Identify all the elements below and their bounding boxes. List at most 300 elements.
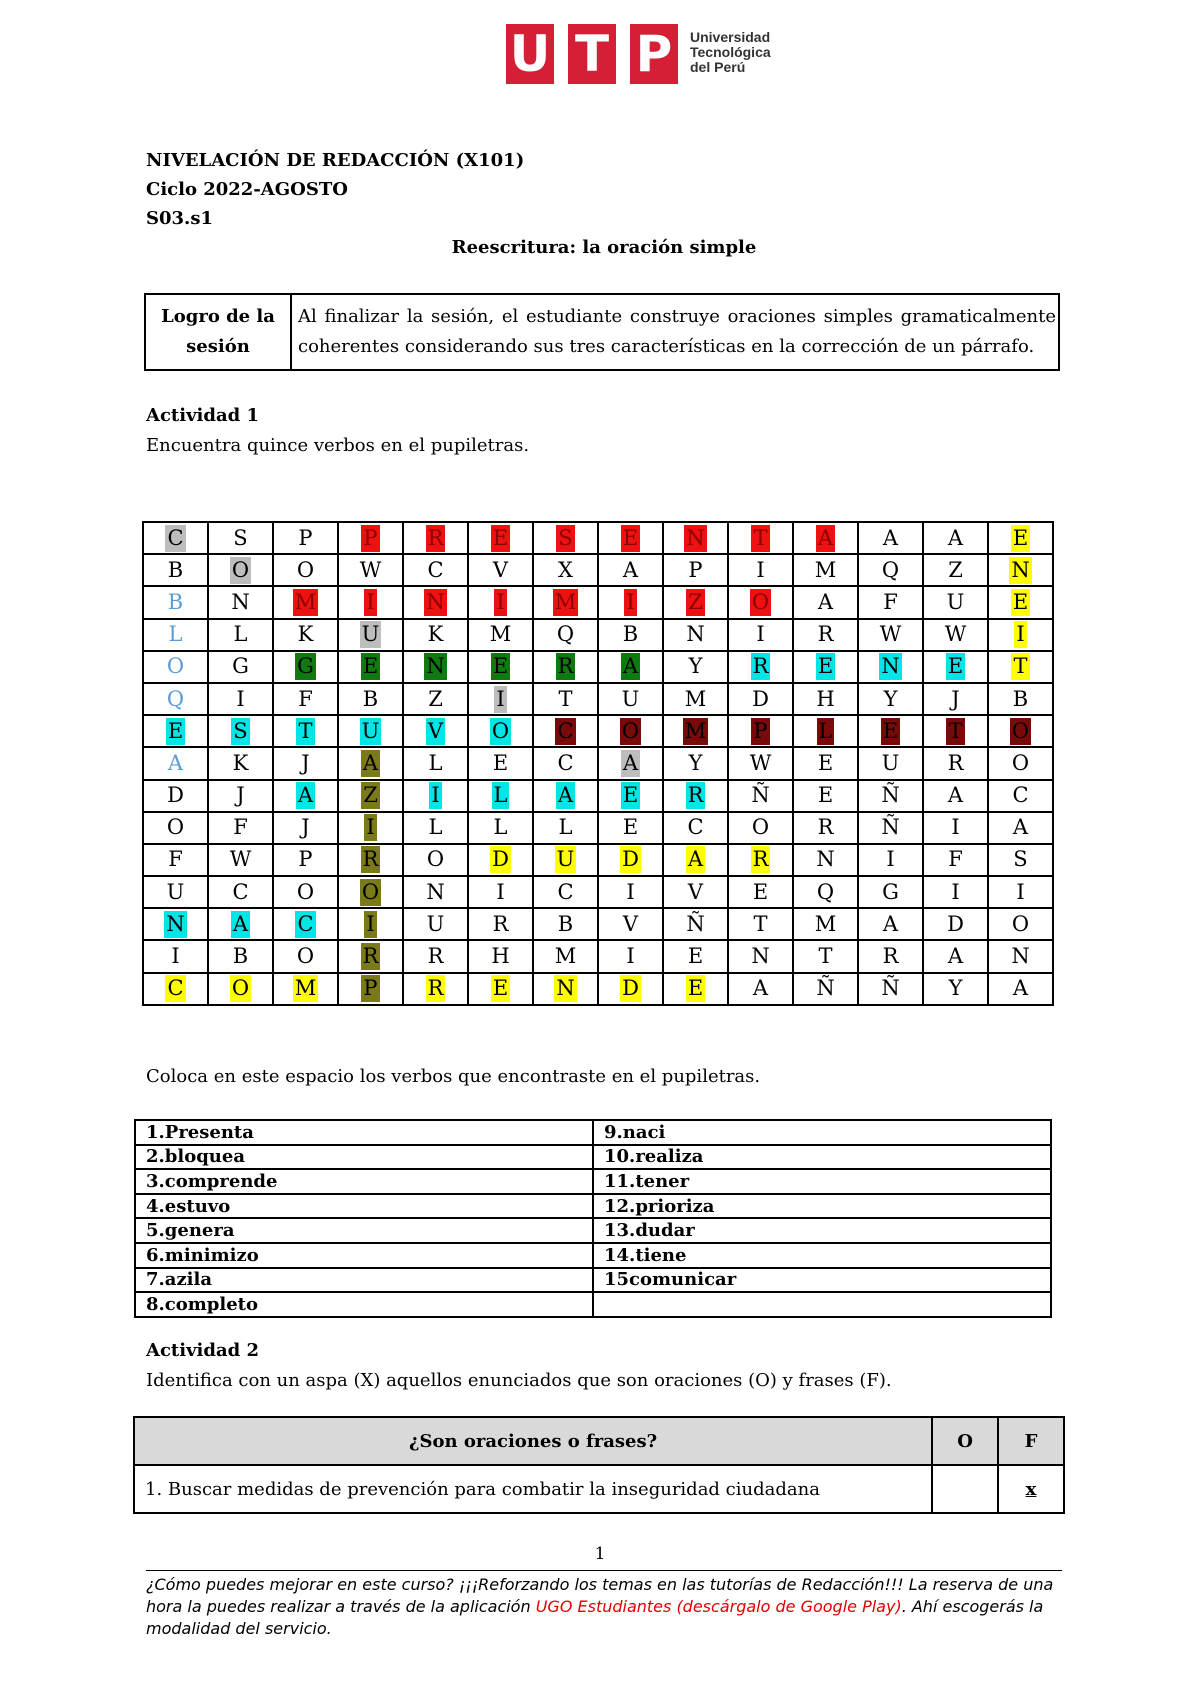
grid-cell [793,522,858,554]
grid-letter: E [622,525,639,550]
actividad2-title: Actividad 2 [146,1340,260,1361]
grid-cell [858,780,923,812]
grid-letter: I [756,622,765,647]
page-number: 1 [594,1544,606,1564]
grid-cell [338,683,403,715]
grid-letter: Q [881,557,900,582]
footer-note: ¿Cómo puedes mejorar en este curso? ¡¡¡Reforzando los temas en las tutorías de Redacción!!! La reserva de una hora la puedes realizar a través de la aplicación UGO Estudiantes (descárgalo de Google Play). Ahí escogerás la modalidad del servicio. [146,1575,1054,1638]
grid-cell [143,619,208,651]
verb-cell: 5.genera [135,1218,593,1243]
grid-cell [923,812,988,844]
grid-cell [338,973,403,1005]
grid-cell [208,780,273,812]
grid-letter: Ñ [751,783,770,808]
grid-cell [858,619,923,651]
grid-row [143,586,1053,618]
grid-letter: P [298,525,313,550]
grid-letter: N [816,847,835,872]
grid-letter: I [626,944,635,969]
grid-letter: L [493,815,508,840]
grid-cell [793,973,858,1005]
grid-cell [728,554,793,586]
grid-cell [598,908,663,940]
logo-name: Universidad Tecnológica del Perú [690,29,771,75]
grid-cell [533,973,598,1005]
grid-letter: U [946,589,965,614]
grid-letter: E [492,525,509,550]
grid-letter: O [751,815,770,840]
grid-cell [273,876,338,908]
grid-letter: R [427,944,444,969]
grid-cell [923,973,988,1005]
grid-cell [598,747,663,779]
logro-text: Al finalizar la sesión, el estudiante construye oraciones simples gramaticalmente coherentes considerando sus tres características en la corrección de un párrafo. [298,306,1056,357]
grid-cell [273,747,338,779]
grid-letter: R [882,944,899,969]
grid-letter: U [881,750,900,775]
grid-cell [598,973,663,1005]
app-link[interactable]: UGO Estudiantes (descárgalo de Google Play) [535,1597,902,1616]
grid-cell [663,554,728,586]
grid-letter: Y [883,686,898,711]
grid-cell [208,844,273,876]
grid-cell [403,747,468,779]
grid-row [143,747,1053,779]
grid-letter: R [752,847,769,872]
grid-letter: J [301,750,310,775]
grid-cell [468,715,533,747]
grid-cell [988,619,1053,651]
grid-cell [858,876,923,908]
grid-cell [793,651,858,683]
grid-cell [533,619,598,651]
grid-letter: E [947,654,964,679]
cycle-label: Ciclo 2022-AGOSTO [146,179,348,200]
grid-cell [468,554,533,586]
grid-cell [338,651,403,683]
grid-letter: A [882,525,899,550]
grid-cell [273,973,338,1005]
statement-text: 1. Buscar medidas de prevención para combatir la inseguridad ciudadana [134,1465,932,1513]
grid-cell [273,586,338,618]
grid-letter: C [167,976,184,1001]
course-title: NIVELACIÓN DE REDACCIÓN (X101) [146,150,525,171]
grid-letter: D [947,911,964,936]
grid-cell [728,812,793,844]
grid-cell [273,522,338,554]
grid-letter: H [491,944,510,969]
actividad1-title: Actividad 1 [146,405,260,426]
grid-cell [663,522,728,554]
grid-cell [338,780,403,812]
grid-cell [533,876,598,908]
grid-row [143,554,1053,586]
grid-cell [468,683,533,715]
grid-letter: O [1011,718,1030,743]
grid-cell [338,812,403,844]
mark-f[interactable]: x [998,1465,1064,1513]
grid-cell [793,619,858,651]
grid-letter: R [557,654,574,679]
grid-cell [663,683,728,715]
grid-cell [403,715,468,747]
header-f: F [998,1417,1064,1465]
grid-cell [663,876,728,908]
grid-cell [143,715,208,747]
grid-letter: I [171,944,180,969]
grid-cell [598,940,663,972]
grid-cell [403,586,468,618]
grid-letter: A [622,557,639,582]
grid-cell [598,876,663,908]
grid-cell [793,715,858,747]
grid-row [143,812,1053,844]
grid-letter: W [229,847,252,872]
grid-cell [728,747,793,779]
grid-cell [988,747,1053,779]
grid-letter: K [427,622,444,647]
grid-letter: F [883,589,898,614]
grid-row [143,651,1053,683]
grid-letter: P [688,557,703,582]
grid-letter: T [558,686,573,711]
grid-letter: A [817,525,834,550]
grid-cell [403,522,468,554]
grid-letter: F [233,815,248,840]
grid-letter: I [626,879,635,904]
grid-cell [598,715,663,747]
grid-cell [143,554,208,586]
grid-letter: C [167,525,184,550]
grid-cell [273,683,338,715]
grid-letter: O [166,654,185,679]
grid-letter: R [362,847,379,872]
grid-letter: W [944,622,967,647]
grid-letter: F [298,686,313,711]
grid-cell [208,908,273,940]
grid-cell [858,747,923,779]
grid-letter: T [298,718,313,743]
grid-letter: I [496,686,505,711]
grid-cell [403,876,468,908]
actividad1-instruction: Encuentra quince verbos en el pupiletras. [146,435,530,456]
grid-letter: A [297,783,314,808]
grid-cell [468,586,533,618]
grid-letter: I [366,589,375,614]
grid-letter: O [166,815,185,840]
grid-cell [598,780,663,812]
verb-cell: 12.prioriza [593,1194,1051,1219]
grid-cell [143,651,208,683]
grid-cell [208,651,273,683]
grid-letter: R [817,622,834,647]
grid-letter: S [558,525,573,550]
grid-cell [858,683,923,715]
grid-cell [468,876,533,908]
grid-letter: W [749,750,772,775]
grid-letter: A [882,911,899,936]
grid-letter: C [557,879,574,904]
grid-letter: A [947,944,964,969]
grid-row [143,908,1053,940]
grid-letter: Q [816,879,835,904]
grid-cell [273,651,338,683]
grid-letter: A [622,654,639,679]
grid-letter: V [492,557,509,582]
grid-cell [338,586,403,618]
grid-letter: I [236,686,245,711]
grid-cell [143,940,208,972]
grid-cell [663,715,728,747]
grid-cell [728,940,793,972]
grid-letter: I [626,589,635,614]
table-row [135,1268,1051,1293]
grid-letter: U [426,911,445,936]
grid-letter: O [231,976,250,1001]
grid-cell [403,683,468,715]
grid-letter: Ñ [881,783,900,808]
grid-cell [468,522,533,554]
grid-row [143,683,1053,715]
grid-letter: C [1012,783,1029,808]
grid-cell [923,554,988,586]
grid-letter: E [622,783,639,808]
grid-cell [793,747,858,779]
grid-letter: O [751,589,770,614]
grid-cell [728,715,793,747]
grid-letter: A [752,976,769,1001]
grid-letter: U [361,718,380,743]
grid-cell [598,619,663,651]
grid-letter: A [947,783,964,808]
grid-row [143,715,1053,747]
grid-cell [533,586,598,618]
grid-cell [533,651,598,683]
grid-cell [208,683,273,715]
grid-cell [273,619,338,651]
grid-letter: N [166,911,185,936]
grid-letter: C [557,718,574,743]
grid-letter: I [951,815,960,840]
table-row [135,1292,1051,1317]
grid-letter: E [362,654,379,679]
grid-letter: O [231,557,250,582]
grid-cell [663,908,728,940]
grid-letter: E [817,654,834,679]
grid-cell [923,586,988,618]
grid-letter: I [951,879,960,904]
grid-cell [663,651,728,683]
grid-cell [988,973,1053,1005]
grid-cell [403,780,468,812]
grid-cell [143,522,208,554]
grid-cell [403,651,468,683]
verbos-instruction: Coloca en este espacio los verbos que encontraste en el pupiletras. [146,1066,761,1087]
table-row [135,1194,1051,1219]
grid-cell [793,586,858,618]
grid-letter: I [496,589,505,614]
verb-cell: 15comunicar [593,1268,1051,1293]
page-title: Reescritura: la oración simple [451,237,757,258]
grid-cell [793,844,858,876]
grid-letter: T [753,525,768,550]
grid-letter: L [428,815,443,840]
grid-letter: C [687,815,704,840]
grid-letter: M [554,944,577,969]
grid-letter: O [296,944,315,969]
grid-letter: B [362,686,379,711]
grid-cell [338,940,403,972]
verb-cell: 4.estuvo [135,1194,593,1219]
verb-cell: 1.Presenta [135,1120,593,1145]
grid-cell [858,973,923,1005]
grid-cell [338,747,403,779]
grid-letter: Z [363,783,378,808]
grid-letter: B [167,589,184,614]
grid-letter: N [686,525,705,550]
grid-letter: D [492,847,509,872]
grid-cell [728,522,793,554]
grid-cell [208,522,273,554]
grid-letter: L [818,718,833,743]
grid-letter: G [297,654,314,679]
table-header-row [134,1417,1064,1465]
grid-letter: T [1013,654,1028,679]
grid-cell [598,522,663,554]
grid-cell [533,747,598,779]
grid-letter: I [366,911,375,936]
grid-letter: N [556,976,575,1001]
grid-cell [338,554,403,586]
grid-cell [988,844,1053,876]
grid-letter: Q [556,622,575,647]
grid-cell [728,908,793,940]
grid-cell [273,908,338,940]
grid-cell [923,683,988,715]
grid-cell [208,715,273,747]
grid-cell [208,619,273,651]
grid-letter: N [686,622,705,647]
grid-letter: I [886,847,895,872]
grid-cell [663,747,728,779]
grid-letter: N [231,589,250,614]
grid-letter: F [948,847,963,872]
grid-letter: C [232,879,249,904]
grid-cell [663,812,728,844]
verb-cell: 9.naci [593,1120,1051,1145]
grid-cell [208,586,273,618]
verb-cell: 14.tiene [593,1243,1051,1268]
grid-letter: A [557,783,574,808]
grid-letter: B [622,622,639,647]
grid-letter: O [1011,911,1030,936]
grid-letter: K [232,750,249,775]
grid-letter: R [947,750,964,775]
grid-letter: A [167,750,184,775]
session-label: S03.s1 [146,208,213,229]
grid-letter: E [1012,589,1029,614]
grid-cell [598,651,663,683]
grid-letter: L [558,815,573,840]
mark-o[interactable] [932,1465,998,1513]
grid-letter: M [294,976,317,1001]
grid-letter: V [687,879,704,904]
grid-letter: G [232,654,249,679]
grid-cell [143,683,208,715]
grid-cell [988,651,1053,683]
grid-cell [273,715,338,747]
grid-letter: P [363,976,378,1001]
grid-cell [468,747,533,779]
grid-letter: S [1013,847,1028,872]
grid-letter: A [1012,976,1029,1001]
grid-cell [533,715,598,747]
grid-letter: M [294,589,317,614]
grid-cell [988,812,1053,844]
grid-cell [468,908,533,940]
grid-cell [338,619,403,651]
grid-cell [338,908,403,940]
grid-cell [468,651,533,683]
table-row [135,1243,1051,1268]
grid-cell [858,586,923,618]
grid-cell [468,812,533,844]
grid-cell [338,844,403,876]
grid-cell [793,780,858,812]
grid-cell [858,908,923,940]
verb-cell: 3.comprende [135,1169,593,1194]
grid-cell [988,715,1053,747]
grid-letter: A [687,847,704,872]
grid-letter: O [296,557,315,582]
grid-letter: X [558,557,573,582]
grid-letter: I [366,815,375,840]
grid-letter: S [233,718,248,743]
grid-letter: M [814,911,837,936]
grid-letter: T [948,718,963,743]
grid-cell [923,844,988,876]
verb-cell: 8.completo [135,1292,593,1317]
verb-cell: 13.dudar [593,1218,1051,1243]
grid-letter: N [881,654,900,679]
header-o: O [932,1417,998,1465]
grid-letter: S [233,525,248,550]
grid-letter: E [492,654,509,679]
grid-letter: Y [688,750,703,775]
grid-cell [663,844,728,876]
grid-cell [923,747,988,779]
grid-cell [338,715,403,747]
logro-label: Logro de la sesión [146,295,292,369]
grid-cell [533,844,598,876]
grid-cell [663,780,728,812]
grid-letter: U [166,879,185,904]
grid-letter: O [621,718,640,743]
verbs-table [134,1119,1052,1318]
grid-cell [468,973,533,1005]
grid-letter: F [168,847,183,872]
grid-cell [793,812,858,844]
grid-letter: R [362,944,379,969]
grid-letter: Y [688,654,703,679]
grid-cell [598,844,663,876]
grid-cell [533,683,598,715]
grid-letter: W [359,557,382,582]
grid-letter: T [753,911,768,936]
grid-cell [273,554,338,586]
table-row [135,1145,1051,1170]
grid-letter: A [622,750,639,775]
